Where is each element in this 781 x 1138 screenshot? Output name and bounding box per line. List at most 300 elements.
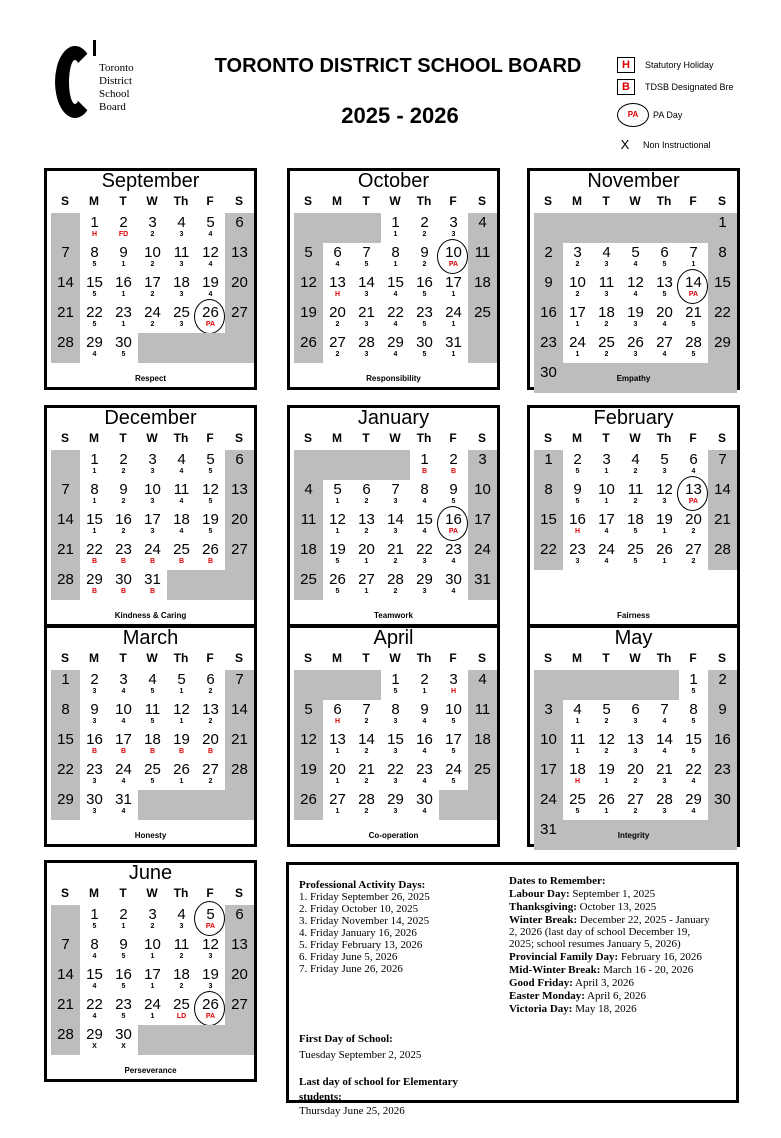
day-number: 28 (231, 761, 248, 778)
day-number: 4 (148, 671, 157, 688)
day-cell (439, 540, 468, 570)
empty-days (51, 905, 80, 935)
day-cell (439, 303, 468, 333)
month-march (44, 625, 257, 847)
day-number: 12 (656, 481, 673, 498)
day-code: 1 (393, 261, 398, 268)
day-code: 1 (179, 688, 184, 695)
day-number: 18 (173, 274, 190, 291)
day-cell (80, 905, 109, 935)
weekday-header: Th (173, 886, 189, 900)
day-number: 10 (144, 936, 161, 953)
weekday-header: S (477, 431, 486, 445)
weekday-header: T (119, 651, 127, 665)
day-number: 7 (362, 244, 371, 261)
weekday-header: F (689, 194, 697, 208)
day-number: 25 (173, 541, 190, 558)
day-cell (294, 730, 323, 760)
day-number: 27 (329, 791, 346, 808)
day-cell (534, 450, 563, 480)
day-number: 23 (445, 541, 462, 558)
date-label: Thanksgiving: (509, 901, 577, 913)
day-cell (468, 273, 497, 303)
day-cell (167, 700, 196, 730)
last-day-date: Thursday June 25, 2026 (299, 1105, 405, 1117)
day-cell (650, 303, 679, 333)
day-code: 3 (364, 291, 369, 298)
day-code: 1 (92, 528, 97, 535)
day-code: 2 (179, 983, 184, 990)
day-number: 16 (540, 304, 557, 321)
month-name: September (101, 170, 200, 192)
date-label: Labour Day: (509, 888, 570, 900)
day-cell (294, 790, 323, 820)
day-number: 16 (115, 274, 132, 291)
logo-line: School (99, 88, 130, 100)
day-code: 3 (604, 261, 609, 268)
date-label: Mid-Winter Break: (509, 964, 601, 976)
day-number: 7 (660, 701, 669, 718)
day-cell (109, 730, 138, 760)
day-code: B (207, 558, 214, 565)
day-cell (109, 760, 138, 790)
day-code: 2 (208, 718, 213, 725)
day-number: 21 (685, 304, 702, 321)
day-cell (80, 730, 109, 760)
day-number: 5 (206, 451, 215, 468)
day-code: PA (448, 528, 459, 535)
day-cell (708, 450, 737, 480)
day-number: 23 (115, 541, 132, 558)
weekday-header: M (89, 194, 99, 208)
day-code: 1 (150, 953, 155, 960)
day-number: 3 (478, 451, 487, 468)
day-cell (80, 670, 109, 700)
day-cell (650, 540, 679, 570)
day-number: 2 (119, 906, 128, 923)
month-theme: Empathy (616, 374, 651, 383)
day-number: 14 (656, 731, 673, 748)
date-item (509, 990, 714, 1002)
day-code: 5 (121, 983, 126, 990)
day-cell (323, 570, 352, 600)
day-cell (167, 243, 196, 273)
day-cell (381, 303, 410, 333)
day-number: 9 (119, 481, 128, 498)
day-code: B (450, 468, 457, 475)
day-number: 9 (544, 274, 553, 291)
day-cell (80, 243, 109, 273)
day-cell (352, 243, 381, 273)
day-code: 4 (208, 231, 213, 238)
day-cell (294, 333, 323, 363)
day-number: 3 (148, 451, 157, 468)
day-number: 21 (656, 761, 673, 778)
day-cell (51, 333, 80, 363)
day-code: 3 (150, 498, 155, 505)
day-cell (80, 540, 109, 570)
day-code: 5 (121, 351, 126, 358)
day-code: B (120, 558, 127, 565)
day-cell (679, 730, 708, 760)
day-cell (621, 540, 650, 570)
day-number: 14 (57, 274, 74, 291)
day-number: 1 (544, 451, 553, 468)
day-number: 10 (445, 244, 462, 261)
day-code: 3 (393, 528, 398, 535)
day-cell (225, 700, 254, 730)
day-cell (439, 273, 468, 303)
day-number: 19 (202, 274, 219, 291)
empty-days (138, 1025, 254, 1055)
day-cell (80, 480, 109, 510)
day-code: 5 (451, 748, 456, 755)
weekday-header: Th (656, 194, 672, 208)
day-code: 2 (633, 808, 638, 815)
day-number: 7 (235, 671, 244, 688)
day-cell (294, 243, 323, 273)
day-cell (109, 965, 138, 995)
day-number: 6 (333, 701, 342, 718)
day-cell (410, 790, 439, 820)
day-code: 2 (633, 468, 638, 475)
day-number: 13 (231, 936, 248, 953)
weekday-header: W (629, 431, 641, 445)
day-cell (80, 570, 109, 600)
day-number: 27 (329, 334, 346, 351)
day-cell (138, 760, 167, 790)
day-code: 3 (393, 748, 398, 755)
day-cell (352, 570, 381, 600)
day-number: 6 (333, 244, 342, 261)
day-number: 31 (540, 821, 557, 838)
day-cell (563, 510, 592, 540)
day-cell (468, 700, 497, 730)
day-number: 9 (90, 701, 99, 718)
day-code: FD (118, 231, 129, 238)
month-name: February (593, 407, 674, 429)
day-code: B (178, 558, 185, 565)
day-cell (650, 510, 679, 540)
day-code: 2 (121, 498, 126, 505)
day-code: 4 (208, 291, 213, 298)
day-cell (592, 243, 621, 273)
dates-heading: Dates to Remember: (509, 875, 606, 887)
first-day-heading: First Day of School: (299, 1033, 393, 1045)
pa-day-item: 2. Friday October 10, 2025 (299, 903, 419, 915)
day-cell (592, 540, 621, 570)
empty-days (294, 670, 381, 700)
day-number: 14 (358, 731, 375, 748)
date-label: Provincial Family Day: (509, 951, 619, 963)
date-label: Victoria Day: (509, 1003, 573, 1015)
day-code: 4 (422, 498, 427, 505)
date-text: February 16, 2026 (618, 951, 702, 963)
day-code: 2 (422, 231, 427, 238)
weekday-header: T (602, 431, 610, 445)
day-number: 17 (474, 511, 491, 528)
day-cell (167, 450, 196, 480)
day-code: 2 (604, 351, 609, 358)
day-code: 4 (179, 468, 184, 475)
day-number: 28 (57, 334, 74, 351)
day-number: 13 (202, 701, 219, 718)
day-number: 14 (57, 511, 74, 528)
day-number: 17 (569, 304, 586, 321)
day-number: 3 (449, 214, 458, 231)
day-code: 4 (121, 688, 126, 695)
day-number: 9 (420, 244, 429, 261)
day-cell (323, 700, 352, 730)
day-cell (708, 700, 737, 730)
day-code: 1 (575, 718, 580, 725)
day-cell (621, 273, 650, 303)
day-cell (439, 670, 468, 700)
day-code: 4 (451, 588, 456, 595)
day-number: 27 (231, 996, 248, 1013)
day-cell (323, 333, 352, 363)
day-number: 29 (86, 1026, 103, 1043)
day-number: 11 (173, 481, 190, 498)
day-code: 4 (92, 983, 97, 990)
day-number: 29 (387, 791, 404, 808)
pa-day-circle (194, 991, 225, 1026)
day-code: 4 (393, 291, 398, 298)
day-number: 29 (387, 334, 404, 351)
day-code: 5 (451, 778, 456, 785)
day-code: 4 (662, 718, 667, 725)
day-number: 5 (602, 701, 611, 718)
day-cell (534, 790, 563, 820)
day-cell (563, 243, 592, 273)
day-number: 31 (445, 334, 462, 351)
day-cell (708, 790, 737, 820)
day-number: 19 (173, 731, 190, 748)
day-cell (51, 303, 80, 333)
day-number: 14 (387, 511, 404, 528)
day-code: 4 (92, 953, 97, 960)
logo-line: Board (99, 101, 126, 113)
day-cell (679, 480, 708, 510)
day-cell (381, 760, 410, 790)
day-code: 3 (393, 498, 398, 505)
day-cell (708, 213, 737, 243)
day-number: 4 (631, 451, 640, 468)
date-item (509, 977, 714, 989)
day-number: 21 (57, 304, 74, 321)
day-code: 2 (364, 748, 369, 755)
day-cell (80, 510, 109, 540)
day-cell (80, 965, 109, 995)
empty-days (51, 213, 80, 243)
day-number: 11 (173, 936, 190, 953)
day-cell (225, 730, 254, 760)
day-cell (138, 480, 167, 510)
day-number: 16 (714, 731, 731, 748)
day-number: 28 (656, 791, 673, 808)
day-number: 8 (689, 701, 698, 718)
day-number: 13 (231, 244, 248, 261)
day-number: 20 (231, 511, 248, 528)
day-code: 2 (691, 558, 696, 565)
day-cell (534, 243, 563, 273)
pa-day-item: 1. Friday September 26, 2025 (299, 891, 430, 903)
date-item (509, 951, 714, 963)
day-cell (294, 303, 323, 333)
day-number: 10 (144, 244, 161, 261)
month-name: November (587, 170, 680, 192)
day-number: 17 (144, 966, 161, 983)
pa-days-section (299, 879, 499, 1117)
day-number: 15 (387, 274, 404, 291)
date-text: April 3, 2026 (572, 977, 634, 989)
day-number: 1 (391, 671, 400, 688)
weekday-header: F (449, 431, 457, 445)
day-number: 23 (115, 304, 132, 321)
day-code: 1 (179, 718, 184, 725)
weekday-header: Th (656, 431, 672, 445)
day-number: 6 (206, 671, 215, 688)
day-code: 4 (422, 748, 427, 755)
weekday-header: S (543, 194, 552, 208)
day-number: 26 (329, 571, 346, 588)
weekday-header: W (146, 194, 158, 208)
weekday-header: F (206, 651, 214, 665)
day-number: 6 (235, 451, 244, 468)
day-number: 30 (416, 334, 433, 351)
date-text: December 22, 2025 - January 2, 2026 (last day of school December 19, 2025; school resumes January 5, 2026) (509, 914, 710, 950)
day-code: 3 (662, 468, 667, 475)
day-cell (468, 670, 497, 700)
day-number: 16 (86, 731, 103, 748)
day-cell (563, 450, 592, 480)
day-number: 18 (627, 511, 644, 528)
day-cell (563, 700, 592, 730)
day-number: 24 (540, 791, 557, 808)
day-number: 27 (685, 541, 702, 558)
day-code: 5 (208, 498, 213, 505)
weekday-header: M (572, 431, 582, 445)
day-cell (225, 480, 254, 510)
day-cell (468, 303, 497, 333)
day-number: 14 (358, 274, 375, 291)
day-number: 11 (569, 731, 586, 748)
day-number: 1 (718, 214, 727, 231)
day-code: 3 (150, 528, 155, 535)
day-cell (650, 480, 679, 510)
day-cell (352, 273, 381, 303)
day-cell (679, 303, 708, 333)
day-cell (708, 540, 737, 570)
day-cell (51, 1025, 80, 1055)
day-number: 24 (445, 304, 462, 321)
weekday-header: S (60, 886, 69, 900)
day-number: 18 (173, 966, 190, 983)
day-cell (196, 243, 225, 273)
day-cell (167, 760, 196, 790)
day-code: 3 (364, 321, 369, 328)
day-cell (708, 243, 737, 273)
day-cell (109, 700, 138, 730)
day-code: 2 (364, 778, 369, 785)
day-code: PA (205, 1013, 216, 1020)
day-number: 10 (540, 731, 557, 748)
weekday-header: M (572, 651, 582, 665)
day-number: 17 (445, 274, 462, 291)
legend-item (617, 103, 682, 127)
day-number: 27 (202, 761, 219, 778)
day-number: 24 (144, 996, 161, 1013)
day-cell (138, 273, 167, 303)
day-code: LD (176, 1013, 187, 1020)
day-code: 3 (422, 558, 427, 565)
day-cell (410, 303, 439, 333)
day-cell (196, 935, 225, 965)
weekday-header: T (362, 651, 370, 665)
day-number: 15 (714, 274, 731, 291)
day-number: 28 (57, 1026, 74, 1043)
weekday-header: S (60, 651, 69, 665)
day-number: 20 (656, 304, 673, 321)
day-cell (708, 730, 737, 760)
day-number: 31 (115, 791, 132, 808)
legend-label: TDSB Designated Bre (645, 82, 734, 92)
day-number: 3 (544, 701, 553, 718)
day-code: 4 (422, 528, 427, 535)
day-cell (534, 303, 563, 333)
day-code: 4 (393, 351, 398, 358)
day-cell (708, 273, 737, 303)
date-text: April 6, 2026 (584, 990, 647, 1002)
day-number: 25 (627, 541, 644, 558)
day-code: 3 (179, 261, 184, 268)
day-number: 19 (598, 761, 615, 778)
day-cell (679, 510, 708, 540)
day-code: 3 (662, 498, 667, 505)
day-number: 5 (660, 451, 669, 468)
pa-day-circle (437, 506, 468, 541)
day-cell (679, 540, 708, 570)
day-code: 3 (662, 778, 667, 785)
day-cell (294, 760, 323, 790)
day-cell (323, 790, 352, 820)
weekday-header: T (362, 431, 370, 445)
day-code: 4 (633, 261, 638, 268)
day-number: 22 (685, 761, 702, 778)
day-number: 14 (714, 481, 731, 498)
legend-label: PA Day (653, 110, 683, 120)
day-code: 4 (92, 1013, 97, 1020)
day-cell (650, 730, 679, 760)
day-cell (225, 243, 254, 273)
day-cell (196, 700, 225, 730)
month-may (527, 625, 740, 847)
day-number: 25 (173, 996, 190, 1013)
day-cell (381, 333, 410, 363)
day-code: 4 (662, 321, 667, 328)
day-code: 3 (633, 718, 638, 725)
day-number: 8 (90, 244, 99, 261)
day-code: 5 (150, 688, 155, 695)
day-cell (381, 700, 410, 730)
day-cell (138, 303, 167, 333)
day-code: 2 (179, 953, 184, 960)
day-code: 1 (364, 588, 369, 595)
day-cell (621, 303, 650, 333)
day-cell (592, 730, 621, 760)
day-cell (534, 730, 563, 760)
day-cell (650, 700, 679, 730)
